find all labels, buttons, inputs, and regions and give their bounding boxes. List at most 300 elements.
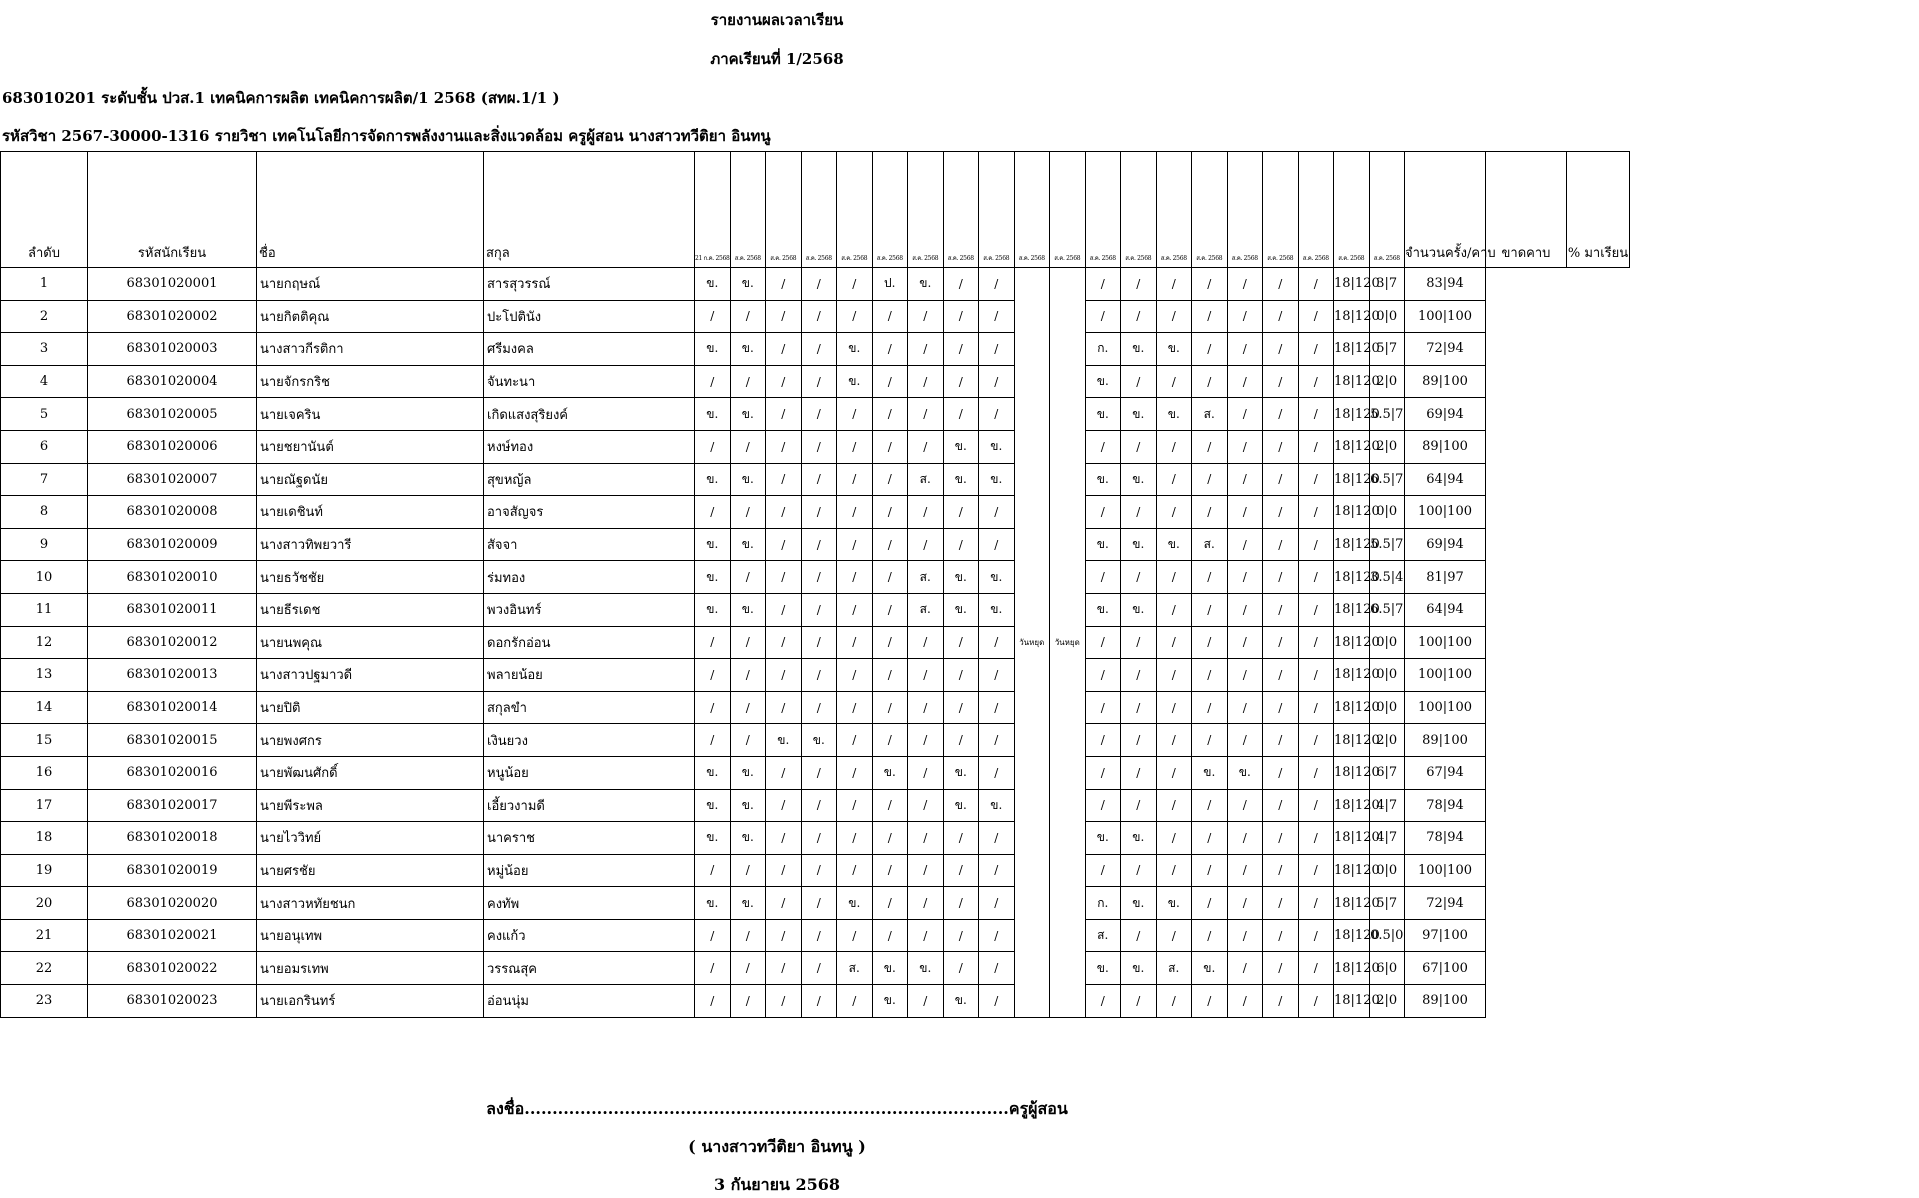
row-absent: 2|0 — [1369, 365, 1405, 398]
row-total: 18|120 — [1334, 496, 1370, 529]
attendance-mark: / — [1298, 268, 1334, 301]
table-row — [1, 333, 1630, 366]
row-last-name: ปะโปตินัง — [484, 300, 695, 333]
table-row — [1, 822, 1630, 855]
attendance-mark: / — [801, 626, 837, 659]
attendance-mark: ข. — [730, 593, 766, 626]
attendance-mark: / — [766, 496, 802, 529]
attendance-mark: / — [1298, 919, 1334, 952]
row-first-name: นายกฤษณ์ — [257, 268, 484, 301]
attendance-mark: / — [801, 398, 837, 431]
attendance-mark: / — [837, 430, 873, 463]
table-row — [1, 724, 1630, 757]
row-student-id: 68301020004 — [88, 365, 257, 398]
attendance-mark: / — [1121, 659, 1157, 692]
row-percent: 97|100 — [1405, 919, 1486, 952]
attendance-mark: / — [1227, 430, 1263, 463]
attendance-mark: / — [1227, 887, 1263, 920]
row-student-id: 68301020014 — [88, 691, 257, 724]
attendance-mark: ส. — [1192, 528, 1228, 561]
attendance-mark: ข. — [730, 528, 766, 561]
attendance-mark: / — [837, 268, 873, 301]
row-absent: 0|0 — [1369, 496, 1405, 529]
attendance-mark: / — [1263, 398, 1299, 431]
row-student-id: 68301020021 — [88, 919, 257, 952]
attendance-mark: / — [1156, 691, 1192, 724]
header-date: ส.ค. 2568 — [1298, 152, 1334, 268]
attendance-mark: / — [1298, 430, 1334, 463]
attendance-mark: / — [872, 724, 908, 757]
attendance-mark: / — [872, 626, 908, 659]
attendance-mark: / — [908, 691, 944, 724]
attendance-mark: / — [872, 398, 908, 431]
attendance-mark: ข. — [730, 398, 766, 431]
row-absent: 5.5|7 — [1369, 528, 1405, 561]
attendance-mark: / — [801, 593, 837, 626]
attendance-mark: / — [695, 854, 731, 887]
row-student-id: 68301020010 — [88, 561, 257, 594]
attendance-mark: ป. — [872, 268, 908, 301]
attendance-mark: / — [1298, 822, 1334, 855]
row-total: 18|120 — [1334, 593, 1370, 626]
table-row — [1, 398, 1630, 431]
attendance-mark: / — [1263, 626, 1299, 659]
table-row — [1, 789, 1630, 822]
attendance-mark: / — [766, 333, 802, 366]
attendance-mark: ข. — [730, 887, 766, 920]
table-row — [1, 952, 1630, 985]
attendance-mark: / — [1192, 659, 1228, 692]
attendance-mark: / — [1227, 528, 1263, 561]
attendance-mark: / — [730, 430, 766, 463]
attendance-mark: / — [730, 300, 766, 333]
row-percent: 64|94 — [1405, 593, 1486, 626]
row-no: 5 — [1, 398, 88, 431]
attendance-mark: ข. — [1156, 333, 1192, 366]
attendance-mark: / — [1156, 300, 1192, 333]
attendance-mark: ข. — [979, 430, 1015, 463]
row-no: 10 — [1, 561, 88, 594]
attendance-mark: ข. — [1121, 528, 1157, 561]
attendance-mark: / — [695, 496, 731, 529]
row-student-id: 68301020007 — [88, 463, 257, 496]
teacher-name: ( นางสาวทวีติยา อินทนู ) — [688, 1137, 866, 1156]
attendance-mark: ข. — [1121, 593, 1157, 626]
row-last-name: นาคราช — [484, 822, 695, 855]
attendance-mark: / — [1156, 919, 1192, 952]
attendance-mark: / — [979, 756, 1015, 789]
row-last-name: เกิดแสงสุริยงค์ — [484, 398, 695, 431]
row-no: 4 — [1, 365, 88, 398]
attendance-mark: / — [1156, 822, 1192, 855]
attendance-mark: / — [979, 724, 1015, 757]
row-no: 1 — [1, 268, 88, 301]
header-date: ส.ค. 2568 — [1156, 152, 1192, 268]
row-last-name: หมู่น้อย — [484, 854, 695, 887]
attendance-mark: / — [943, 691, 979, 724]
attendance-mark: / — [801, 268, 837, 301]
row-absent: 2|0 — [1369, 985, 1405, 1018]
attendance-mark: / — [1156, 626, 1192, 659]
attendance-mark: / — [801, 659, 837, 692]
row-last-name: ดอกรักอ่อน — [484, 626, 695, 659]
attendance-mark: / — [1263, 756, 1299, 789]
attendance-mark: / — [908, 300, 944, 333]
attendance-mark: / — [766, 756, 802, 789]
attendance-mark: ข. — [730, 822, 766, 855]
attendance-mark: / — [801, 756, 837, 789]
row-total: 18|120 — [1334, 887, 1370, 920]
attendance-mark: / — [766, 300, 802, 333]
attendance-mark: / — [766, 789, 802, 822]
attendance-mark: ข. — [943, 593, 979, 626]
table-row — [1, 756, 1630, 789]
attendance-mark: / — [1227, 985, 1263, 1018]
row-total: 18|120 — [1334, 300, 1370, 333]
row-percent: 100|100 — [1405, 626, 1486, 659]
table-row — [1, 463, 1630, 496]
attendance-mark: ข. — [1192, 952, 1228, 985]
attendance-mark: ส. — [908, 561, 944, 594]
attendance-mark: / — [766, 919, 802, 952]
row-no: 11 — [1, 593, 88, 626]
attendance-mark: / — [837, 985, 873, 1018]
attendance-mark: / — [1121, 724, 1157, 757]
header-date: ส.ค. 2568 — [837, 152, 873, 268]
table-row — [1, 561, 1630, 594]
attendance-mark: / — [1156, 659, 1192, 692]
row-first-name: นายนพคุณ — [257, 626, 484, 659]
header-date: ส.ค. 2568 — [908, 152, 944, 268]
row-absent: 5|7 — [1369, 887, 1405, 920]
row-absent: 0|0 — [1369, 854, 1405, 887]
attendance-mark: / — [1085, 789, 1121, 822]
attendance-mark: / — [908, 626, 944, 659]
attendance-mark: / — [979, 528, 1015, 561]
attendance-mark: / — [1121, 365, 1157, 398]
attendance-mark: / — [1227, 268, 1263, 301]
row-first-name: นายณัฐดนัย — [257, 463, 484, 496]
row-absent: 6.5|7 — [1369, 463, 1405, 496]
row-first-name: นายจักรกริช — [257, 365, 484, 398]
attendance-mark: / — [1227, 626, 1263, 659]
header-date: ส.ค. 2568 — [1227, 152, 1263, 268]
attendance-mark: / — [908, 724, 944, 757]
row-percent: 67|100 — [1405, 952, 1486, 985]
row-total: 18|120 — [1334, 985, 1370, 1018]
attendance-mark: / — [1263, 528, 1299, 561]
row-first-name: นายปิติ — [257, 691, 484, 724]
attendance-mark: / — [837, 854, 873, 887]
row-no: 20 — [1, 887, 88, 920]
row-no: 8 — [1, 496, 88, 529]
row-first-name: นายไววิทย์ — [257, 822, 484, 855]
attendance-mark: / — [872, 593, 908, 626]
table-row — [1, 593, 1630, 626]
attendance-mark: / — [837, 756, 873, 789]
row-percent: 69|94 — [1405, 398, 1486, 431]
row-total: 18|120 — [1334, 268, 1370, 301]
attendance-mark: / — [766, 528, 802, 561]
attendance-mark: / — [1156, 430, 1192, 463]
row-percent: 100|100 — [1405, 691, 1486, 724]
course-line: รหัสวิชา 2567-30000-1316 รายวิชา เทคโนโลยีการจัดการพลังงานและสิ่งแวดล้อม ครูผู้สอน นางสาวทวีติยา อินทนู — [2, 127, 771, 145]
attendance-mark: / — [1085, 626, 1121, 659]
attendance-mark: / — [1156, 365, 1192, 398]
attendance-mark: ข. — [943, 985, 979, 1018]
row-first-name: นายกิตติคุณ — [257, 300, 484, 333]
attendance-mark: / — [801, 365, 837, 398]
row-student-id: 68301020006 — [88, 430, 257, 463]
attendance-mark: / — [695, 430, 731, 463]
attendance-mark: / — [872, 561, 908, 594]
attendance-mark: ข. — [730, 333, 766, 366]
attendance-mark: ข. — [695, 822, 731, 855]
attendance-mark: / — [1192, 724, 1228, 757]
attendance-mark: / — [1192, 430, 1228, 463]
attendance-mark: / — [1085, 756, 1121, 789]
table-row — [1, 985, 1630, 1018]
attendance-mark: ข. — [801, 724, 837, 757]
row-no: 19 — [1, 854, 88, 887]
attendance-mark: / — [1227, 593, 1263, 626]
table-row — [1, 887, 1630, 920]
attendance-mark: / — [1227, 724, 1263, 757]
row-absent: 0|0 — [1369, 691, 1405, 724]
attendance-mark: / — [979, 822, 1015, 855]
attendance-mark: / — [908, 496, 944, 529]
attendance-mark: / — [1121, 300, 1157, 333]
attendance-mark: / — [730, 496, 766, 529]
attendance-mark: ข. — [837, 365, 873, 398]
row-first-name: นายเดชินท์ — [257, 496, 484, 529]
attendance-mark: ข. — [943, 561, 979, 594]
attendance-mark: / — [979, 952, 1015, 985]
attendance-mark: / — [1263, 463, 1299, 496]
attendance-mark: / — [1121, 691, 1157, 724]
attendance-mark: / — [872, 430, 908, 463]
attendance-mark: / — [801, 300, 837, 333]
attendance-mark: ข. — [1121, 822, 1157, 855]
row-percent: 89|100 — [1405, 985, 1486, 1018]
attendance-mark: / — [695, 300, 731, 333]
attendance-mark: ข. — [872, 985, 908, 1018]
attendance-mark: ข. — [730, 789, 766, 822]
attendance-mark: / — [695, 985, 731, 1018]
attendance-mark: / — [979, 659, 1015, 692]
row-no: 21 — [1, 919, 88, 952]
row-last-name: เอี้ยวงามดี — [484, 789, 695, 822]
attendance-mark: / — [1192, 822, 1228, 855]
attendance-mark: / — [730, 985, 766, 1018]
attendance-mark: / — [1156, 756, 1192, 789]
attendance-mark: / — [872, 333, 908, 366]
attendance-mark: / — [979, 919, 1015, 952]
row-absent: 6.5|7 — [1369, 593, 1405, 626]
attendance-mark: / — [766, 398, 802, 431]
attendance-mark: / — [837, 626, 873, 659]
row-no: 13 — [1, 659, 88, 692]
attendance-mark: / — [837, 789, 873, 822]
attendance-mark: / — [766, 430, 802, 463]
attendance-mark: / — [730, 724, 766, 757]
attendance-mark: / — [1121, 561, 1157, 594]
attendance-mark: / — [837, 463, 873, 496]
attendance-mark: / — [979, 268, 1015, 301]
header-date: ส.ค. 2568 — [766, 152, 802, 268]
attendance-mark: / — [1298, 333, 1334, 366]
attendance-mark: / — [1298, 854, 1334, 887]
attendance-mark: / — [1192, 985, 1228, 1018]
attendance-mark: / — [1085, 300, 1121, 333]
row-last-name: จันทะนา — [484, 365, 695, 398]
row-student-id: 68301020002 — [88, 300, 257, 333]
row-percent: 81|97 — [1405, 561, 1486, 594]
row-last-name: ร่มทอง — [484, 561, 695, 594]
header-date: ส.ค. 2568 — [1085, 152, 1121, 268]
row-percent: 72|94 — [1405, 887, 1486, 920]
attendance-mark: / — [766, 822, 802, 855]
attendance-mark: / — [801, 952, 837, 985]
table-row — [1, 626, 1630, 659]
header-date: ส.ค. 2568 — [979, 152, 1015, 268]
attendance-mark: / — [1298, 561, 1334, 594]
attendance-mark: / — [1192, 561, 1228, 594]
row-no: 9 — [1, 528, 88, 561]
attendance-mark: ข. — [695, 398, 731, 431]
attendance-mark: / — [943, 822, 979, 855]
attendance-mark: / — [872, 528, 908, 561]
attendance-mark: / — [837, 593, 873, 626]
header-percent: % มาเรียน — [1567, 152, 1630, 268]
attendance-mark: / — [1263, 333, 1299, 366]
attendance-mark: ข. — [730, 463, 766, 496]
row-absent: 6|0 — [1369, 952, 1405, 985]
attendance-mark: / — [1192, 691, 1228, 724]
attendance-mark: ข. — [695, 756, 731, 789]
row-percent: 64|94 — [1405, 463, 1486, 496]
header-date: ส.ค. 2568 — [1263, 152, 1299, 268]
attendance-mark: / — [872, 463, 908, 496]
row-student-id: 68301020003 — [88, 333, 257, 366]
attendance-mark: / — [908, 398, 944, 431]
row-absent: 4|7 — [1369, 822, 1405, 855]
row-absent: 2|0 — [1369, 724, 1405, 757]
attendance-mark: / — [1121, 985, 1157, 1018]
attendance-mark: / — [801, 691, 837, 724]
attendance-mark: / — [908, 365, 944, 398]
row-last-name: อ่อนนุ่ม — [484, 985, 695, 1018]
row-last-name: วรรณสุค — [484, 952, 695, 985]
attendance-mark: / — [943, 496, 979, 529]
attendance-mark: ข. — [908, 952, 944, 985]
attendance-mark: / — [1298, 365, 1334, 398]
attendance-mark: / — [908, 756, 944, 789]
row-percent: 83|94 — [1405, 268, 1486, 301]
header-absent: ขาดคาบ — [1486, 152, 1567, 268]
row-first-name: นางสาวกีรติกา — [257, 333, 484, 366]
attendance-mark: / — [1298, 659, 1334, 692]
attendance-mark: / — [908, 789, 944, 822]
attendance-mark: / — [837, 496, 873, 529]
attendance-mark: / — [979, 365, 1015, 398]
attendance-mark: ก. — [1085, 333, 1121, 366]
attendance-mark: / — [766, 952, 802, 985]
row-percent: 67|94 — [1405, 756, 1486, 789]
attendance-mark: / — [1263, 561, 1299, 594]
row-total: 18|120 — [1334, 561, 1370, 594]
attendance-mark: / — [1085, 691, 1121, 724]
attendance-mark: ข. — [1085, 952, 1121, 985]
report-title: รายงานผลเวลาเรียน — [710, 11, 844, 29]
attendance-mark: / — [979, 300, 1015, 333]
row-student-id: 68301020008 — [88, 496, 257, 529]
row-first-name: นายธวัชชัย — [257, 561, 484, 594]
attendance-mark: / — [1192, 887, 1228, 920]
attendance-mark: / — [1085, 724, 1121, 757]
attendance-mark: / — [943, 724, 979, 757]
attendance-mark: / — [1227, 952, 1263, 985]
attendance-mark: / — [695, 365, 731, 398]
attendance-mark: ข. — [1085, 398, 1121, 431]
row-no: 7 — [1, 463, 88, 496]
attendance-mark: / — [1227, 659, 1263, 692]
row-last-name: พลายน้อย — [484, 659, 695, 692]
attendance-mark: ข. — [908, 268, 944, 301]
row-last-name: คงทัพ — [484, 887, 695, 920]
attendance-mark: / — [979, 496, 1015, 529]
attendance-mark: ข. — [837, 333, 873, 366]
row-absent: 5|7 — [1369, 333, 1405, 366]
attendance-mark: / — [837, 398, 873, 431]
attendance-mark: ข. — [1085, 822, 1121, 855]
attendance-mark: / — [943, 887, 979, 920]
attendance-mark: / — [1085, 496, 1121, 529]
row-student-id: 68301020019 — [88, 854, 257, 887]
attendance-mark: / — [766, 268, 802, 301]
attendance-mark: / — [1192, 593, 1228, 626]
attendance-mark: / — [1227, 561, 1263, 594]
attendance-mark: ส. — [1192, 398, 1228, 431]
attendance-mark: / — [1192, 333, 1228, 366]
row-first-name: นางสาวปฐมาวดี — [257, 659, 484, 692]
attendance-mark: / — [801, 822, 837, 855]
row-percent: 89|100 — [1405, 365, 1486, 398]
row-student-id: 68301020018 — [88, 822, 257, 855]
row-student-id: 68301020015 — [88, 724, 257, 757]
attendance-mark: / — [943, 919, 979, 952]
attendance-mark: / — [801, 561, 837, 594]
attendance-mark: / — [1192, 365, 1228, 398]
attendance-mark: / — [766, 691, 802, 724]
row-total: 18|120 — [1334, 430, 1370, 463]
attendance-mark: ข. — [1156, 398, 1192, 431]
attendance-mark: / — [1263, 887, 1299, 920]
row-first-name: นายชยานันต์ — [257, 430, 484, 463]
attendance-mark: / — [1227, 333, 1263, 366]
header-date: ส.ค. 2568 — [1192, 152, 1228, 268]
attendance-mark: / — [1263, 854, 1299, 887]
row-student-id: 68301020013 — [88, 659, 257, 692]
attendance-mark: ข. — [979, 463, 1015, 496]
attendance-mark: ข. — [695, 528, 731, 561]
table-row — [1, 430, 1630, 463]
attendance-mark: / — [837, 724, 873, 757]
attendance-mark: / — [872, 300, 908, 333]
attendance-mark: / — [801, 463, 837, 496]
row-first-name: นายเจคริน — [257, 398, 484, 431]
attendance-mark: ข. — [1156, 887, 1192, 920]
